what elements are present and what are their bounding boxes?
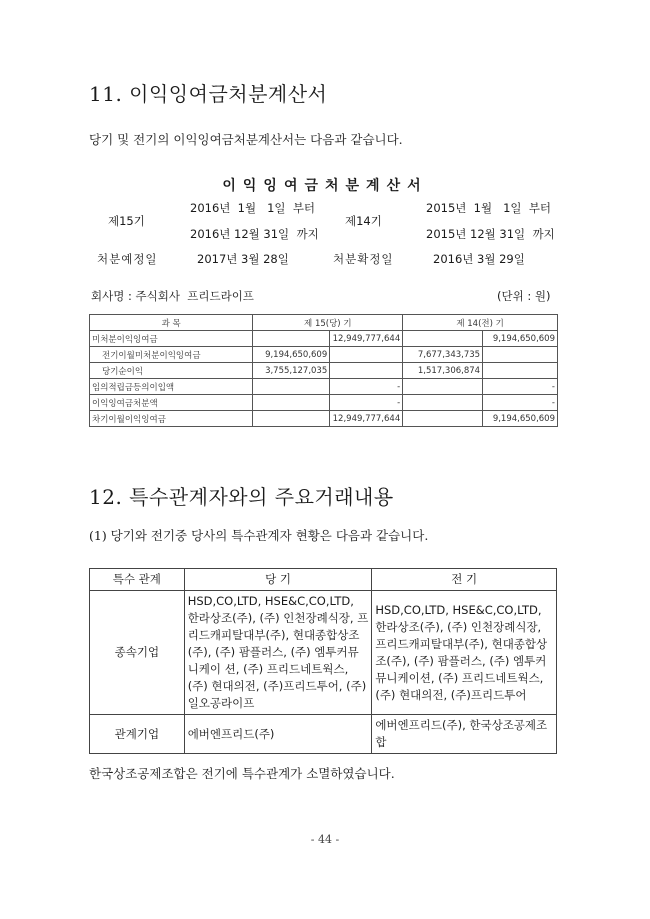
current-subtotal	[253, 379, 330, 395]
current-total: 12,949,777,644	[330, 331, 403, 347]
page-number: - 44 -	[310, 833, 340, 846]
related-parties-table	[89, 568, 557, 754]
prior-parties: 에버엔프리드(주), 한국상조공제조합	[372, 715, 557, 754]
current-subtotal	[253, 331, 330, 347]
section-12-heading: 12. 특수관계자와의 주요거래내용	[89, 485, 394, 509]
row-item: 당기순이익	[90, 363, 253, 379]
header-prior: 전 기	[372, 569, 557, 591]
retained-earnings-table	[89, 314, 558, 427]
current-period-label: 제15기	[108, 214, 145, 228]
table-row	[90, 591, 557, 715]
prior-period-to: 2015년 12월 31일 까지	[426, 227, 555, 241]
prior-total: 9,194,650,609	[483, 331, 558, 347]
relation-type: 관계기업	[90, 715, 185, 754]
prior-subtotal	[403, 411, 483, 427]
table-row	[90, 331, 558, 347]
prior-total: -	[483, 395, 558, 411]
prior-total	[483, 347, 558, 363]
table-row	[90, 395, 558, 411]
current-subtotal	[253, 411, 330, 427]
current-total	[330, 347, 403, 363]
prior-period-label: 제14기	[345, 214, 382, 228]
row-item: 전기이월미처분이익잉여금	[90, 347, 253, 363]
current-total: 12,949,777,644	[330, 411, 403, 427]
header-current-period: 제 15(당) 기	[253, 315, 403, 331]
prior-total	[483, 363, 558, 379]
prior-subtotal: 7,677,343,735	[403, 347, 483, 363]
table-row	[90, 379, 558, 395]
row-item: 임의적립금등의이입액	[90, 379, 253, 395]
prior-subtotal	[403, 395, 483, 411]
prior-parties: HSD,CO,LTD, HSE&C,CO,LTD, 한라상조(주), (주) 인천장례식장, 프리드캐피탈대부(주), 현대종합상조(주), (주) 팜플러스, (주) 엠투커뮤니케이션, (주) 프리드네트웍스, (주) 현대의전, (주)프리드투어	[372, 591, 557, 715]
disposal-planned-date: 2017년 3월 28일	[197, 252, 289, 266]
table-row	[90, 363, 558, 379]
current-period-from: 2016년 1월 1일 부터	[190, 201, 316, 215]
row-item: 미처분이익잉여금	[90, 331, 253, 347]
prior-period-from: 2015년 1월 1일 부터	[426, 201, 552, 215]
disposal-confirmed-date: 2016년 3월 29일	[433, 252, 525, 266]
table-row	[90, 715, 557, 754]
company-name: 회사명 : 주식회사 프리드라이프	[91, 289, 254, 303]
prior-subtotal	[403, 379, 483, 395]
current-total: -	[330, 395, 403, 411]
section-11-heading: 11. 이익잉여금처분계산서	[89, 82, 328, 106]
section-12-note: 한국상조공제조합은 전기에 특수관계가 소멸하였습니다.	[89, 766, 395, 781]
header-relation: 특수 관계	[90, 569, 185, 591]
header-prior-period: 제 14(전) 기	[403, 315, 558, 331]
section-12-intro: (1) 당기와 전기중 당사의 특수관계자 현황은 다음과 같습니다.	[89, 528, 429, 543]
current-parties: HSD,CO,LTD, HSE&C,CO,LTD, 한라상조(주), (주) 인천장례식장, 프리드캐피탈대부(주), 현대종합상조(주), (주) 팜플러스, (주) 엠투커뮤니케이 션, (주) 프리드네트웍스, (주) 현대의전, (주)프리드투어, (주)일오공라이프	[184, 591, 372, 715]
current-period-to: 2016년 12월 31일 까지	[190, 227, 319, 241]
current-parties: 에버엔프리드(주)	[184, 715, 372, 754]
row-item: 이익잉여금처분액	[90, 395, 253, 411]
header-current: 당 기	[184, 569, 372, 591]
disposal-confirmed-label: 처분확정일	[333, 252, 394, 266]
prior-subtotal	[403, 331, 483, 347]
statement-title: 이익잉여금처분계산서	[222, 178, 428, 194]
current-subtotal: 9,194,650,609	[253, 347, 330, 363]
current-subtotal: 3,755,127,035	[253, 363, 330, 379]
current-total: -	[330, 379, 403, 395]
header-account: 과 목	[90, 315, 253, 331]
prior-total: -	[483, 379, 558, 395]
table-header-row	[90, 569, 557, 591]
prior-total: 9,194,650,609	[483, 411, 558, 427]
row-item: 차기이월이익잉여금	[90, 411, 253, 427]
relation-type: 종속기업	[90, 591, 185, 715]
section-11-intro: 당기 및 전기의 이익잉여금처분계산서는 다음과 같습니다.	[89, 132, 403, 147]
disposal-planned-label: 처분예정일	[97, 252, 158, 266]
current-total	[330, 363, 403, 379]
prior-subtotal: 1,517,306,874	[403, 363, 483, 379]
table-row	[90, 347, 558, 363]
table-row	[90, 411, 558, 427]
unit-label: (단위 : 원)	[497, 289, 551, 303]
current-subtotal	[253, 395, 330, 411]
table-header-row	[90, 315, 558, 331]
